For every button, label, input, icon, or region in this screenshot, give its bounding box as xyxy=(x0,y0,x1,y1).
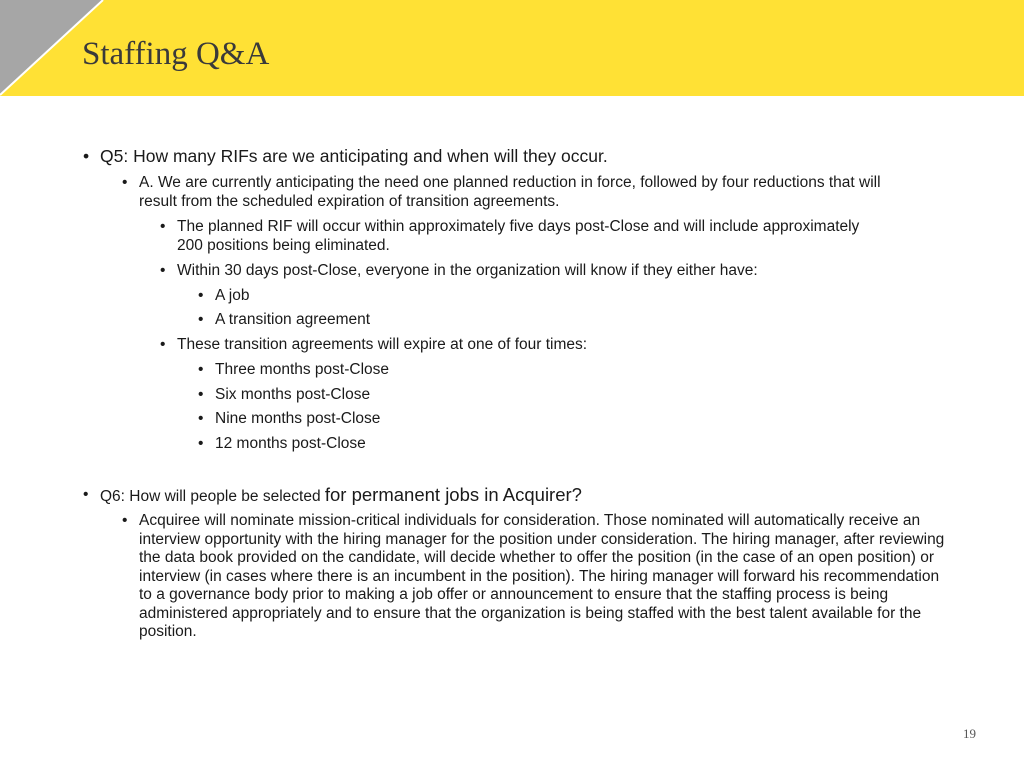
q6-question-part2: for permanent jobs in Acquirer? xyxy=(324,484,582,505)
q5-expiry-nine-months: • Nine months post-Close xyxy=(215,410,380,429)
q5-expiry-three-months: • Three months post-Close xyxy=(215,361,389,380)
q5-expiry-twelve-months: • 12 months post-Close xyxy=(215,435,366,454)
q5-outcome-transition: • A transition agreement xyxy=(215,311,370,330)
q5-question: • Q5: How many RIFs are we anticipating and when will they occur. xyxy=(100,147,960,166)
q5-expiry-six-months: • Six months post-Close xyxy=(215,386,370,405)
q6-answer: • Acquiree will nominate mission-critical individuals for consideration. Those nominated will automatically receive an interview opportunity with the hiring manager for the position under consideration. The hiring manager, after reviewing the data book provided on the candidate, will decide whether to offer the position (in the case of an open position) or interview (in cases where there is an incumbent in the position). The hiring manager will forward his recommendation to a governance body prior to making a job offer or announcement to ensure that the staffing process is being administered appropriately and to ensure that the organization is being staffed with the best talent available for the position. xyxy=(139,512,947,642)
page-number: 19 xyxy=(963,726,976,741)
q5-answer: • A. We are currently anticipating the need one planned reduction in force, followed by four reductions that will result from the scheduled expiration of transition agreements. xyxy=(139,174,884,211)
q6-question xyxy=(100,486,960,507)
q5-point-expiry: • These transition agreements will expire at one of four times: xyxy=(177,336,937,355)
slide-title: Staffing Q&A xyxy=(82,36,270,72)
q5-point-thirty-days: • Within 30 days post-Close, everyone in the organization will know if they either have: xyxy=(177,262,937,281)
q5-outcome-job: • A job xyxy=(215,287,249,306)
q6-question-part1: Q6: How will people be selected xyxy=(100,488,325,505)
q5-point-rif: • The planned RIF will occur within approximately five days post-Close and will include approximately 200 positions being eliminated. xyxy=(177,218,877,255)
